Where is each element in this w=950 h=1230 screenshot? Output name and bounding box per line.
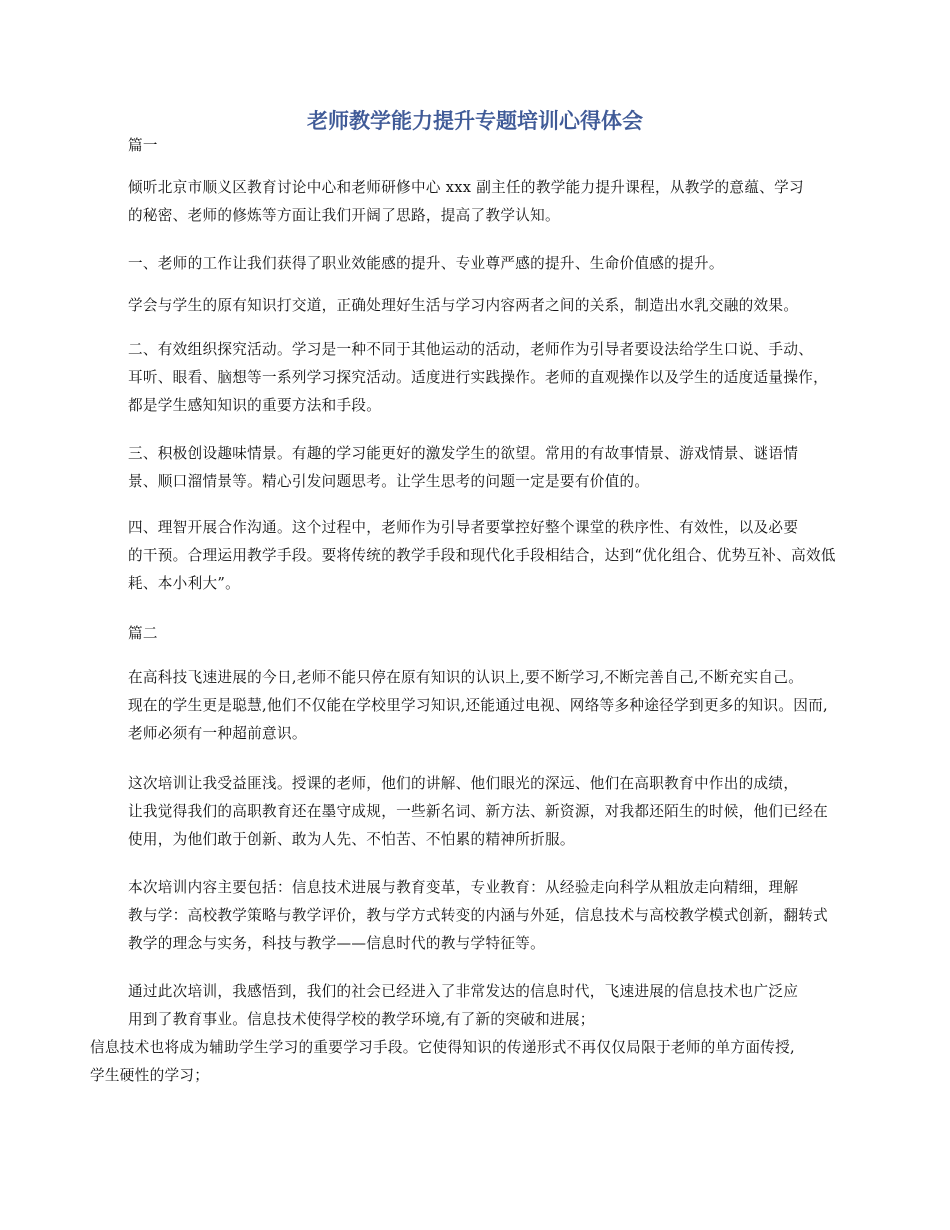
paragraph-point-3 [90,440,870,496]
paragraph-intro [90,174,870,230]
paragraph-point-1 [90,250,870,278]
text-line: 四、理智开展合作沟通。这个过程中，老师作为引导者要掌控好整个课堂的秩序性、有效性，以及必要 [128,519,799,536]
text-line: 现在的学生更是聪慧,他们不仅能在学校里学习知识,还能通过电视、网络等多种途径学到更多的知识。因而, [128,697,828,714]
section-heading-2 [90,620,870,648]
text-line: 教学的理念与实务，科技与教学——信息时代的教与学特征等。 [128,935,546,952]
paragraph-training-benefit [90,770,870,854]
paragraph-hightech [90,664,870,748]
text-line: 让我觉得我们的高职教育还在墨守成规，一些新名词、新方法、新资源，对我都还陌生的时候，他们已经在 [128,803,829,820]
text-line: 三、积极创设趣味情景。有趣的学习能更好的激发学生的欲望。常用的有故事情景、游戏情景、谜语情 [128,445,799,462]
text-line: 的秘密、老师的修炼等方面让我们开阔了思路，提高了教学认知。 [128,207,560,224]
text-line: 都是学生感知知识的重要方法和手段。 [128,397,382,414]
document-title: 老师教学能力提升专题培训心得体会 [307,109,643,133]
text-line: 信息技术也将成为辅助学生学习的重要学习手段。它使得知识的传递形式不再仅仅局限于老师的单方面传授, [90,1039,795,1056]
text-line: 篇二 [128,625,158,642]
paragraph-point-4 [90,514,870,598]
paragraph-knowledge [90,292,870,320]
text-line: 二、有效组织探究活动。学习是一种不同于其他运动的活动，老师作为引导者要设法给学生口说、手动、 [128,341,814,358]
text-line: 用到了教育事业。信息技术使得学校的教学环境,有了新的突破和进展； [128,1011,595,1028]
text-line: 使用，为他们敢于创新、敢为人先、不怕苦、不怕累的精神所折服。 [128,831,575,848]
paragraph-training-content [90,874,870,958]
text-line: 这次培训让我受益匪浅。授课的老师，他们的讲解、他们眼光的深远、他们在高职教育中作出的成绩， [128,775,799,792]
text-line: 的干预。合理运用教学手段。要将传统的教学手段和现代化手段相结合，达到“优化组合、优势互补、高效低 [128,547,836,564]
text-line: 学会与学生的原有知识打交道，正确处理好生活与学习内容两者之间的关系，制造出水乳交融的效果。 [128,297,799,314]
text-line: 本次培训内容主要包括：信息技术进展与教育变革，专业教育：从经验走向科学从粗放走向精细，理解 [128,879,799,896]
text-line: 在高科技飞速进展的今日,老师不能只停在原有知识的认识上,要不断学习,不断完善自己,不断充实自己。 [128,669,804,686]
text-line: 篇一 [128,137,158,154]
text-line: 通过此次培训，我感悟到，我们的社会已经进入了非常发达的信息时代，飞速进展的信息技术也广泛应 [128,983,799,1000]
section-heading-1 [90,132,870,160]
paragraph-it-tool [90,1034,870,1090]
text-line: 教与学：高校教学策略与教学评价，教与学方式转变的内涵与外延，信息技术与高校教学模式创新，翻转式 [128,907,829,924]
text-line: 老师必须有一种超前意识。 [128,725,307,742]
paragraph-reflection [90,978,870,1034]
paragraph-point-2 [90,336,870,420]
text-line: 一、老师的工作让我们获得了职业效能感的提升、专业尊严感的提升、生命价值感的提升。 [128,255,724,272]
text-line: 学生硬性的学习； [90,1067,210,1084]
text-line: 倾听北京市顺义区教育讨论中心和老师研修中心 xxx 副主任的教学能力提升课程，从教学的意蕴、学习 [128,179,804,196]
text-line: 耳听、眼看、脑想等一系列学习探究活动。适度进行实践操作。老师的直观操作以及学生的适度适量操作， [128,369,829,386]
text-line: 景、顺口溜情景等。精心引发问题思考。让学生思考的问题一定是要有价值的。 [128,473,650,490]
text-line: 耗、本小利大”。 [128,575,241,592]
